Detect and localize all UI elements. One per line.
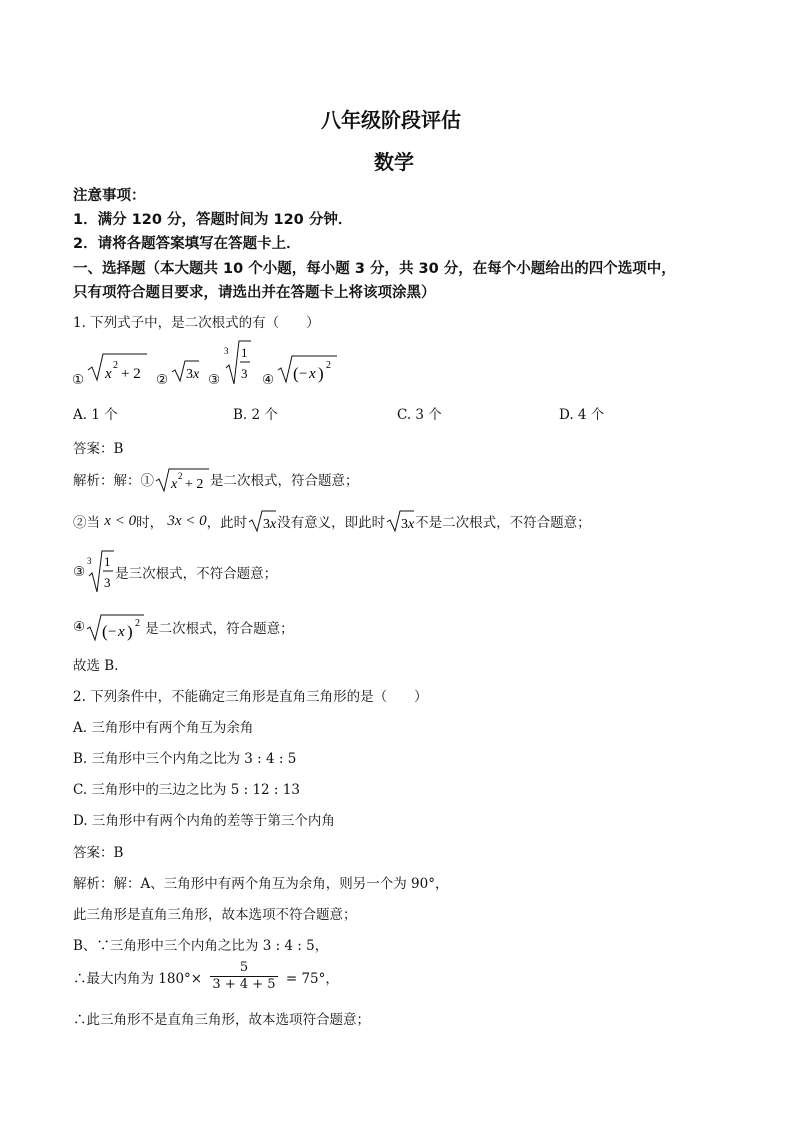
sqrt-x2-plus-2-inline [154,465,210,493]
notes-item-2: 2．请将各题答案填写在答题卡上． [73,236,301,252]
fraction [210,960,277,993]
analysis-2-e: 不是二次根式，不符合题意； [415,515,591,531]
sqrt-3x-inline-b [385,508,415,534]
svg-text:x: x [171,477,178,492]
svg-text:−: − [299,366,308,382]
x-lt-0: x < 0 [104,512,137,529]
sqrt-3x-inline-a [247,508,277,534]
q1-option-b: B. 2 个 [233,407,278,423]
svg-text:3: 3 [401,517,409,532]
sqrt-x2-plus-2 [86,350,148,384]
analysis-prefix: 解析：解：① [73,473,154,489]
marker-2: ② [156,372,169,388]
svg-text:x: x [105,366,112,382]
svg-text:2: 2 [113,360,118,371]
q2-analysis-line3: B、∵三角形中三个内角之比为 3 : 4 : 5， [73,938,329,954]
analysis-4-prefix: ④ [73,619,86,635]
cbrt-one-third [222,338,252,388]
sqrt-neg-x-squared [276,352,338,386]
svg-text:3: 3 [224,346,229,356]
analysis-line4-prefix: ∴最大内角为 180°× [73,970,203,987]
svg-text:−: − [108,624,117,640]
svg-text:(: ( [102,622,108,641]
q1-analysis-1 [73,465,359,495]
svg-text:x: x [408,517,415,532]
analysis-4-suffix: 是二次根式，符合题意； [145,621,294,637]
svg-text:2: 2 [178,471,183,481]
svg-text:(: ( [293,364,299,383]
q2-analysis-line1: 解析：解：A、三角形中有两个角互为余角，则另一个为 90°， [73,876,449,892]
q1-option-d: D. 4 个 [559,407,605,423]
analysis-2-b: 时， [136,515,164,531]
sqrt-3x [170,358,200,384]
q2-stem: 2. 下列条件中，不能确定三角形是直角三角形的是（ ） [73,689,428,705]
section-heading-line2: 只有项符合题目要求，请选出并在答题卡上将该项涂黑） [73,285,436,301]
marker-3: ③ [208,372,221,388]
marker-1: ① [72,372,85,388]
q1-option-a: A. 1 个 [73,407,118,423]
svg-text:1: 1 [241,345,248,360]
3x-lt-0: 3x < 0 [167,512,207,529]
q2-answer: 答案：B [73,845,124,861]
analysis-2-a: ②当 [73,515,100,531]
q1-analysis-2 [73,508,591,538]
svg-text:): ) [127,622,133,641]
svg-text:+ 2: + 2 [185,477,204,492]
analysis-2-d: 没有意义，即此时 [277,515,386,531]
svg-text:x: x [309,366,316,382]
q1-stem: 1. 下列式子中，是二次根式的有（ ） [73,315,320,331]
notes-heading: 注意事项： [73,188,146,204]
q2-option-d: D. 三角形中有两个内角的差等于第三个内角 [73,813,335,829]
q1-answer: 答案：B [73,441,124,457]
q2-option-a: A. 三角形中有两个角互为余角 [73,720,254,736]
analysis-3-prefix: ③ [73,564,86,580]
page-title: 八年级阶段评估 [321,108,461,132]
analysis-3-suffix: 是三次根式，不符合题意； [115,566,278,582]
q1-expressions [70,338,350,390]
q2-analysis-line5: ∴此三角形不是直角三角形，故本选项符合题意； [73,1012,370,1028]
fraction-denominator: 3 + 4 + 5 [212,977,276,992]
svg-text:3: 3 [263,517,271,532]
svg-text:3: 3 [186,367,193,382]
svg-text:3: 3 [87,556,92,566]
analysis-2-c: ，此时 [206,515,248,531]
notes-item-1: 1．满分 120 分，答题时间为 120 分钟． [73,212,353,228]
svg-text:x: x [270,517,277,532]
analysis-1-suffix: 是二次根式，符合题意； [210,473,359,489]
svg-text:3: 3 [241,366,248,381]
q2-analysis-line4 [73,960,339,1004]
q2-option-b: B. 三角形中三个内角之比为 3 : 4 : 5 [73,751,297,767]
svg-text:1: 1 [104,554,111,569]
q1-conclusion: 故选 B． [73,658,128,674]
cbrt-one-third-inline [85,548,115,596]
marker-4: ④ [262,372,275,388]
subject-title: 数学 [374,150,414,174]
q2-analysis-line2: 此三角形是直角三角形，故本选项不符合题意； [73,907,357,923]
analysis-line4-suffix: = 75°， [285,970,339,987]
svg-text:x: x [193,367,200,382]
fraction-numerator: 5 [239,960,249,975]
svg-text:2: 2 [135,618,141,629]
q1-option-c: C. 3 个 [397,407,442,423]
sqrt-neg-x-squared-inline [85,611,145,643]
q1-analysis-4 [73,611,294,645]
q1-analysis-3 [73,548,277,598]
svg-text:x: x [118,624,125,640]
svg-text:+ 2: + 2 [121,366,141,382]
section-heading-line1: 一、选择题（本大题共 10 个小题，每小题 3 分，共 30 分，在每个小题给出的四个选项中， [73,261,676,277]
svg-text:2: 2 [326,360,331,371]
svg-text:3: 3 [104,575,111,590]
svg-text:): ) [318,364,324,383]
q2-option-c: C. 三角形中的三边之比为 5 : 12 : 13 [73,782,300,798]
